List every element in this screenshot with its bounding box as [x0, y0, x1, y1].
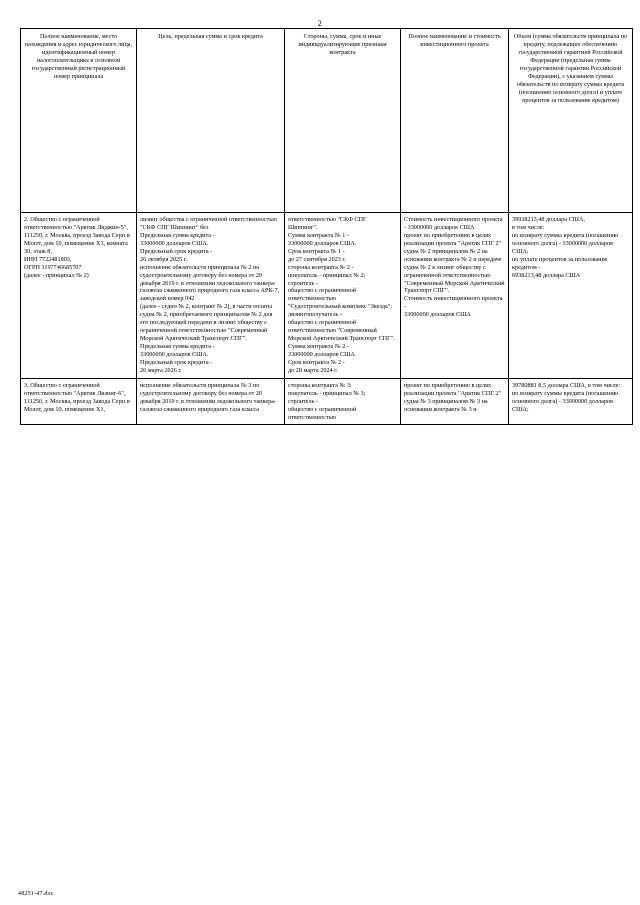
cell-principal-3: 3. Общество с ограниченной ответственностью "Арктик Лизинг-6", 111250, г. Москва, проезд Завода Серп и Молот, дом 10, помещение X1, — [21, 378, 137, 425]
column-header-principal-text: Полное наименование, место нахождения и адрес юридического лица, идентификационный номер налогоплательщика и основной государственный регистрационный номер принципала — [24, 33, 133, 80]
table-header — [21, 29, 633, 213]
page-number: 2 — [317, 18, 323, 28]
cell-project-2: Стоимость инвестиционного проекта - 33000000 долларов США проект по приобретению в целях реализации проекта "Арктик СПГ 2" судна № 2 принципалом № 2 на основании контракта № 2 и передаче судна № 2 в лизинг обществу с ограниченной ответственностью "Современный Морской Арктический Транспорт СПГ". Стоимость инвестиционного проекта - 33000000 долларов США — [401, 213, 509, 379]
table-header-row — [21, 29, 633, 213]
column-header-volume-text: Объем (сумма обязательств принципала по кредиту, подлежащих обеспечению государственной гарантией Российской Федерации (предельная сумма государственной гарантии Российской Федерации), с указанием суммы обязательств по возврату суммы кредита (погашению основного долга) и уплате процентов за пользование кредитом) — [513, 33, 628, 104]
table-row — [21, 213, 633, 379]
cell-credit-2: лизинг общества с ограниченной ответственностью "СКФ СПГ Шиппинг" без Предельная сумма кредита - 33000000 долларов США. Предельный срок кредита - 26 октября 2025 г. исполнение обязательств принципала № 2 по судостроительному договору без номера от 20 декабря 2019 г. в отношении ледокольного танкера-газовоза сжиженного природного газа класса АРК-7, заводской номер 042 (далее - судно № 2, контракт № 2), в части оплаты судна № 2, приобретаемого принципалом № 2 для его последующей передачи в лизинг обществу с ограниченной ответственностью "Современный Морской Арктический Транспорт СПГ". Предельная сумма кредита - 33000000 долларов США. Предельный срок кредита - 26 марта 2026 г. — [137, 213, 285, 379]
cell-volume-2: 39938213,48 доллара США, в том числе: по возврату суммы кредита (погашению основного долга) - 33000000 долларов США; по уплате процентов за пользование кредитом - 6938213,48 доллара США — [509, 213, 633, 379]
table-row — [21, 378, 633, 425]
cell-contract-3: стороны контракта № 3: покупатель - принципал № 3; строитель - общество с ограниченной ответственностью — [285, 378, 401, 425]
column-header-volume — [509, 29, 633, 213]
column-header-project — [401, 29, 509, 213]
column-header-contract — [285, 29, 401, 213]
column-header-project-text: Полное наименование и стоимость инвестиционного проекта — [408, 33, 501, 48]
cell-contract-2: ответственностью "СКФ СПГ Шиппинг". Сумма контракта № 1 - 33000000 долларов США. Срок контракта № 1 - до 27 сентября 2023 г. стороны контракта № 2 - покупатель - принципал № 2; строитель - общество с ограниченной ответственностью "Судостроительный комплекс "Звезда"; лизингополучатель - общество с ограниченной ответственностью "Современный Морской Арктический Транспорт СПГ". Сумма контракта № 2 - 33000000 долларов США. Срок контракта № 2 - до 28 марта 2024 г. — [285, 213, 401, 379]
column-header-contract-text: Стороны, сумма, срок и иные индивидуализирующие признаки контракта — [298, 33, 387, 56]
cell-volume-3: 39780881 8,5 доллара США, в том числе: по возврату суммы кредита (погашению основного долга) - 33000000 долларов США; — [509, 378, 633, 425]
cell-principal-2: 2. Общество с ограниченной ответственностью "Арктик Лиджин-5", 111250, г. Москва, проезд Завода Серп и Молот, дом 10, помещение X1, комната 30, этаж 8, ИНН 7722481803, ОГРН 1197746685707 (далее - принципал № 2) — [21, 213, 137, 379]
table-body — [21, 213, 633, 425]
column-header-credit-text: Цель, предельная сумма и срок кредита — [158, 33, 263, 40]
guarantee-table — [20, 28, 633, 425]
cell-credit-3: исполнение обязательств принципала № 3 по судостроительному договору без номера от 20 декабря 2019 г. в отношении ледокольного танкера-газовоза сжиженного природного газа класса — [137, 378, 285, 425]
column-header-credit — [137, 29, 285, 213]
column-header-principal — [21, 29, 137, 213]
footer-document-code: 48251-47.doc — [18, 891, 54, 897]
cell-project-3: проект по приобретению в целях реализации проекта "Арктик СПГ 2" судна № 3 принципалом № 3 на основании контракта № 3 и — [401, 378, 509, 425]
